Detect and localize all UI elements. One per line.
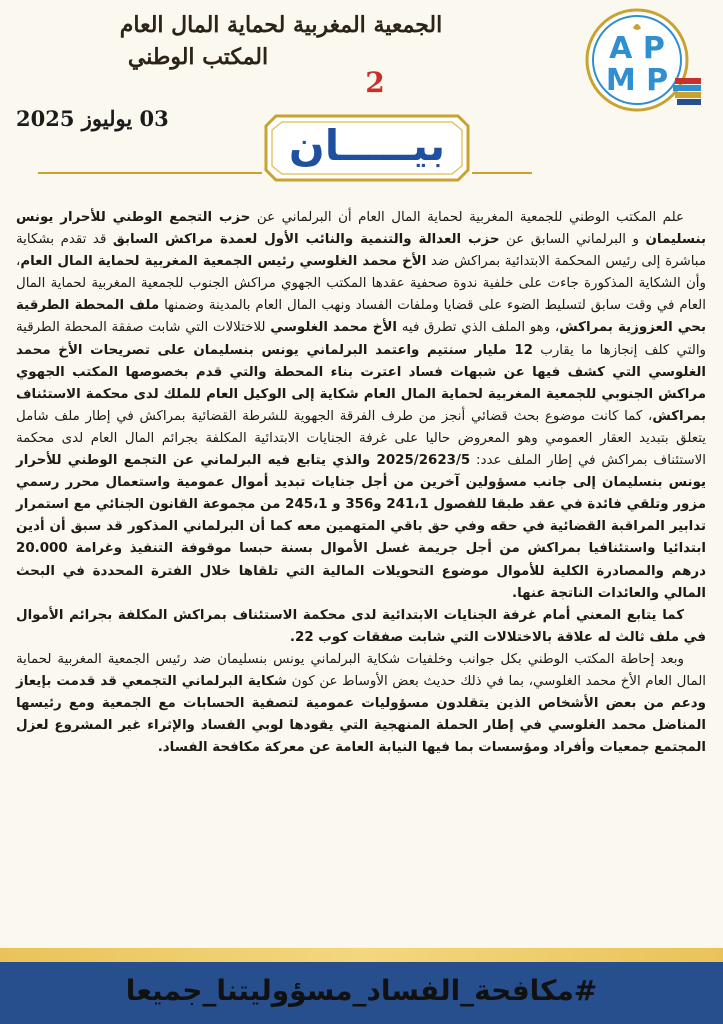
organization-name: الجمعية المغربية لحماية المال العام — [119, 12, 443, 38]
title-rule-right — [472, 172, 532, 174]
paragraph-1 — [16, 207, 706, 605]
p1-text-g: ، وأن الشكاية المذكورة جاءت على خلفية ندوة صحفية عقدها المكتب الجهوي مراكش الجنوب للجمعية المغربية لحماية المال العام في وقت سابق لتسليط الضوء على قضايا وملفات الفساد ونهب المال العام بالمدينة وضمنها — [16, 254, 706, 314]
statement-body — [16, 207, 706, 759]
statement-date: 03 يوليوز 2025 — [16, 106, 169, 131]
association-logo — [575, 8, 705, 116]
p1-bold-d: حزب العدالة والتنمية والنائب الأول لعمدة مراكش السابق — [112, 232, 500, 248]
p2-bold: كما يتابع المعني أمام غرفة الجنايات الابتدائية لدى محكمة الاستئناف بمراكش المكلفة بجرائم الأموال في ملف ثالث له علاقة بالاختلالات التي شابت صفقات كوب 22. — [16, 607, 706, 645]
p1-text-c: و البرلماني السابق عن — [499, 232, 646, 248]
footer-gold-stripe — [0, 948, 723, 962]
statement-title: بيـــــان — [288, 121, 446, 170]
p1-text-a: علم المكتب الوطني للجمعية المغربية لحماية المال العام أن البرلماني عن — [250, 210, 685, 225]
svg-text:A P: A P — [609, 31, 665, 66]
p3-bold-b: شكاية البرلماني التجمعي قد قدمت بإيعاز ودعم من بعض الأشخاص الذين يتقلدون مسؤوليات عمومية لتصفية الحسابات مع الجمعية ومع رئيسها المناضل محمد الغلوسي في إطار الحملة المنهجية التي يقودها لوبي الفساد والإثراء غير المشروع لعزل المجتمع جمعيات وأفراد ومؤسسات بما فيها النيابة العامة عن معركة مكافحة الفساد. — [16, 673, 706, 756]
footer-hashtag: #مكافحة_الفساد_مسؤوليتنا_جميعا — [125, 974, 598, 1007]
p3-text-a: وبعد إحاطة المكتب الوطني بكل جوانب وخلفيات شكاية البرلماني يونس بنسليمان ضد رئيس الجمعية المغربية لحماية المال العام الأخ محمد الغلوسي، بما في ذلك حديث بعض الأوساط عن كون — [16, 651, 707, 689]
p1-text-k: للاختلالات التي شابت صفقة المحطة الطرقية والتي كلف إنجازها ما يقارب — [16, 320, 707, 358]
title-rule-left — [38, 172, 262, 174]
p1-bold-j: الأخ محمد الغلوسي — [270, 320, 398, 336]
p1-text-m: ، كما كانت موضوع بحث قضائي أنجز من طرف الفرقة الجهوية للشرطة القضائية بمراكش في إطار ملف شامل يتعلق بتبديد العقار العمومي وهو المعروض حاليا على غرفة الجنايات الابتدائية المكلفة بجرائم المال العام لدى محكمة الاستئناف بمراكش في إطار الملف عدد: — [16, 408, 706, 469]
p1-bold-l: 12 مليار سنتيم واعتمد البرلماني يونس بنسليمان على تصريحات الأخ محمد الغلوسي التي كشف فيها عن شبهات فساد اعترت بناء المحطة والتي قدم بخصوصها المكتب الجهوي مراكش الجنوبي للجمعية المغربية لحماية المال العام شكاية إلى الوكيل العام للملك لدى محكمة الاستئناف بمراكش — [16, 342, 706, 424]
p1-text-e: قد تقدم بشكاية مباشرة إلى رئيس المحكمة الابتدائية بمراكش ضد — [16, 232, 706, 270]
p1-bold-b: حزب التجمع الوطني للأحرار يونس بنسليمان — [16, 210, 706, 248]
paragraph-3 — [16, 649, 706, 759]
office-name: المكتب الوطني — [127, 44, 269, 70]
svg-text:M P: M P — [605, 63, 669, 98]
p1-bold-h: ملف المحطة الطرقية بحي العزوزية بمراكش — [16, 298, 706, 336]
p1-bold-f: الأخ محمد الغلوسي رئيس الجمعية المغربية لحماية المال العام — [20, 254, 427, 270]
issue-number: 2 — [365, 66, 385, 99]
p1-text-i: ، وهو الملف الذي تطرق فيه — [397, 320, 560, 336]
p1-bold-n: 2025/2623/5 والذي يتابع فيه البرلماني عن التجمع الوطني للأحرار يونس بنسليمان إلى جانب مسؤولين آخرين من أجل جنايات تبديد أموال عمومية واستعمال محرر رسمي مزور وتلقي فائدة في عقد طبقا للفصول 241،1 و356 و 245،1 من مجموعة القانون الجنائي مع استمرار تدابير المراقبة القضائية في حقه وفي حق باقي المتهمين معه كما أن البرلماني المذكور قد سبق أن أدين ابتدائيا واستئنافيا بمراكش من أجل جريمة غسل الأموال بسنة حبسا موقوفة التنفيذ وغرامة 20.000 درهم والمصادرة الكلية للأموال موضوع التحويلات المالية التي تلقاها خلال الفترة المحددة في البحث المالي والعائدات الناتجة عنها. — [16, 453, 706, 601]
paragraph-2 — [16, 605, 706, 649]
